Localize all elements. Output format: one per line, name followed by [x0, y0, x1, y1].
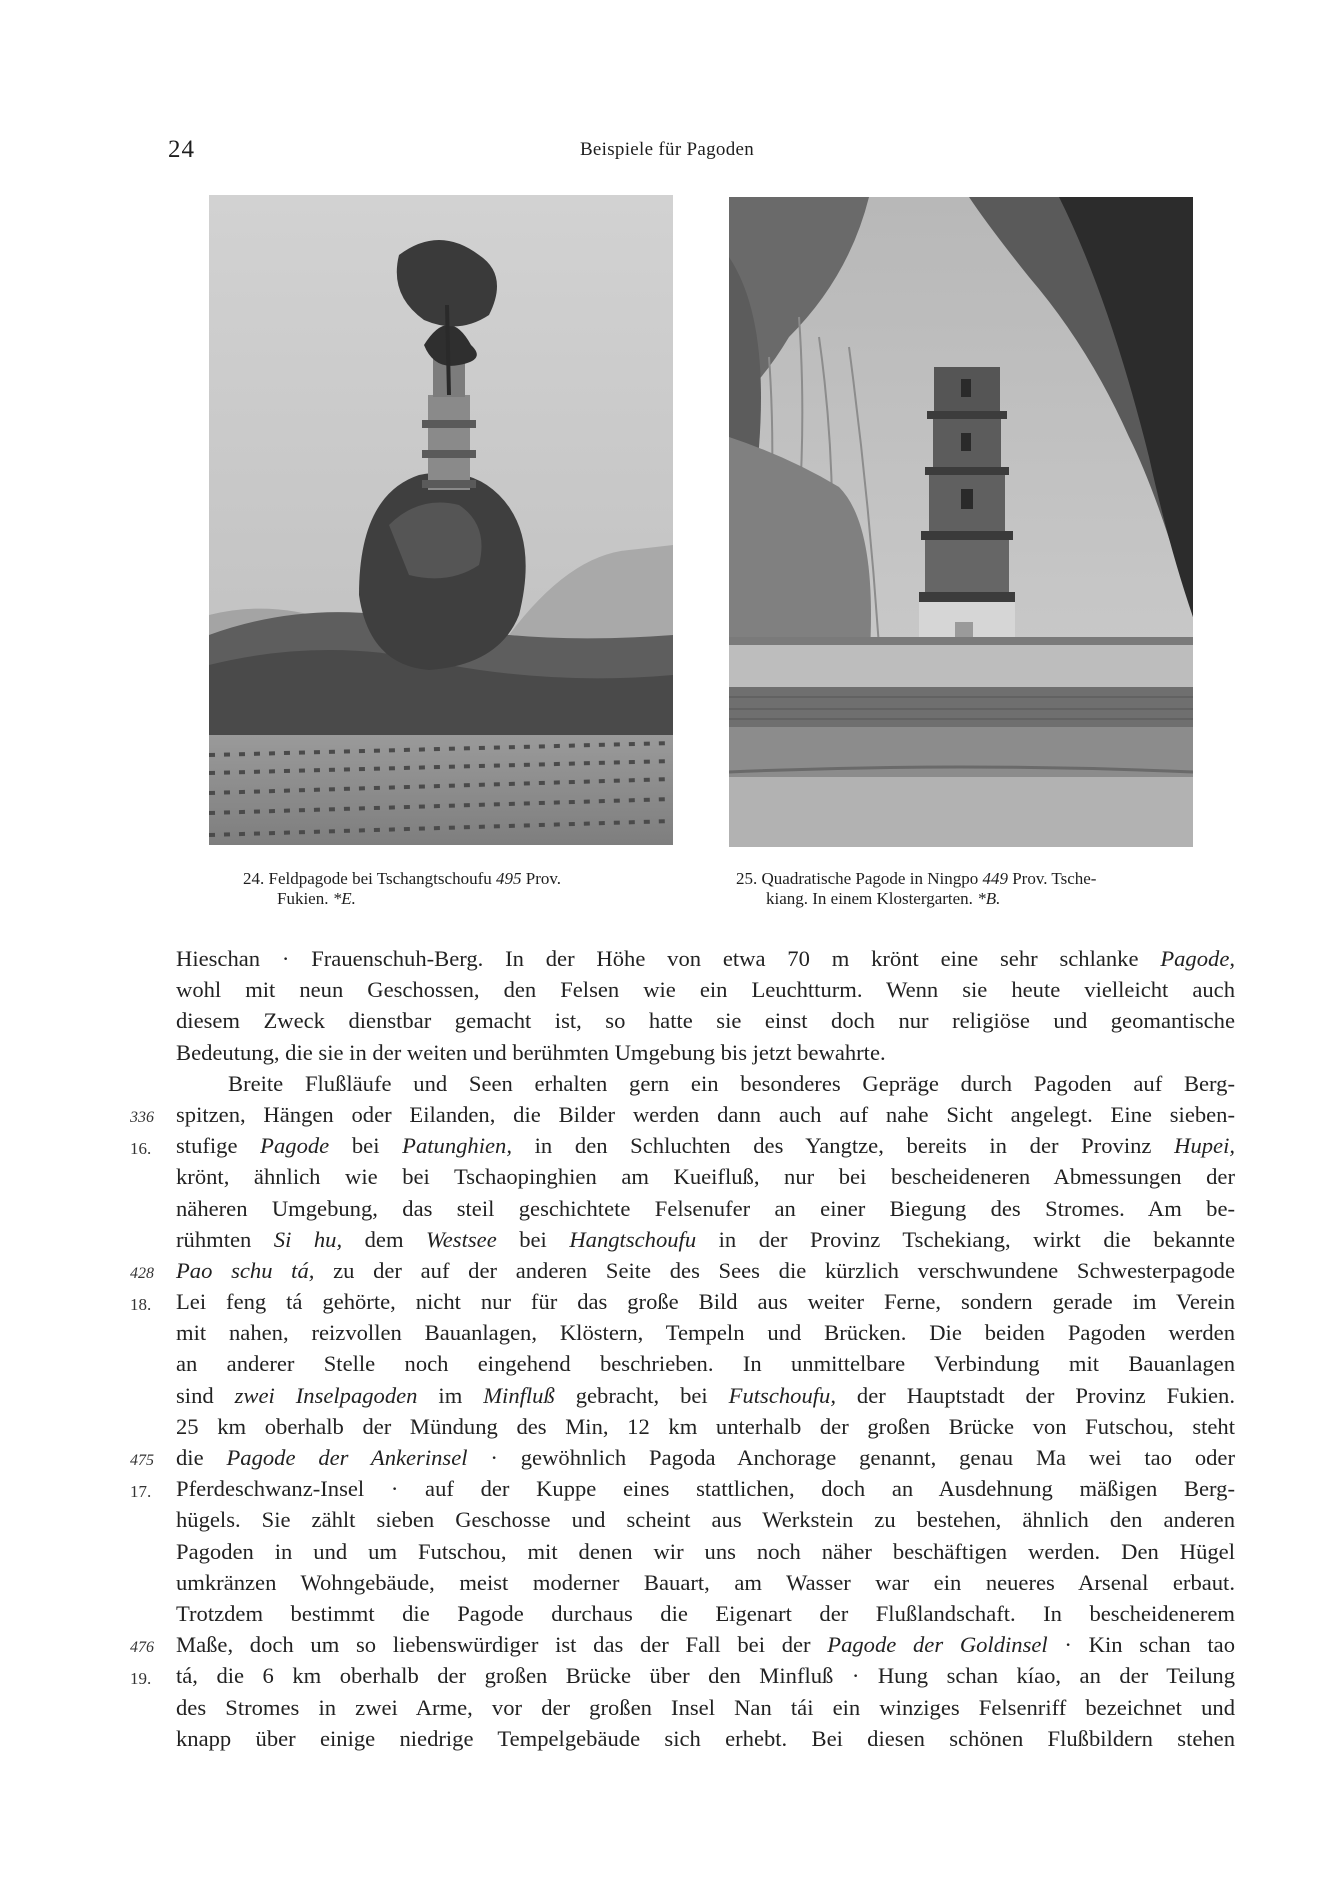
text-line: Pagoden in und um Futschou, mit denen wir uns noch näher beschäftigen werden. Den Hügel [176, 1538, 1235, 1564]
caption-text: Feldpagode bei Tschangtschoufu [268, 869, 496, 888]
text-line: Hieschan · Frauenschuh-Berg. In der Höhe von etwa 70 m krönt eine sehr schlanke Pagode, [176, 946, 1235, 971]
margin-reference: 336 [130, 1108, 154, 1126]
figure-24-caption [243, 869, 653, 909]
text-line: krönt, ähnlich wie bei Tschaopinghien am Kueifluß, nur bei bescheideneren Abmessungen der [176, 1164, 1235, 1190]
quadratische-pagode-photo [729, 197, 1193, 847]
text-line: 25 km oberhalb der Mündung des Min, 12 km unterhalb der großen Brücke von Futschou, steht [176, 1413, 1235, 1439]
figure-24-photo [209, 195, 673, 845]
text-line: 19. tá, die 6 km oberhalb der großen Brücke über den Minfluß · Hung schan kíao, an der Teilung [176, 1660, 1235, 1691]
caption-text: Quadratische Pagode in Ningpo [761, 869, 983, 888]
text-line: 16. stufige Pagode bei Patunghien, in den Schluchten des Yangtze, bereits in der Provinz Hupei, [176, 1130, 1235, 1161]
margin-reference: 476 [130, 1639, 154, 1657]
text-line: 18. Lei feng tá gehörte, nicht nur für das große Bild aus weiter Ferne, sondern gerade im Verein [176, 1286, 1235, 1317]
text-line: 476 Maße, doch um so liebenswürdiger ist das der Fall bei der Pagode der Goldinsel · Kin schan tao [176, 1629, 1235, 1660]
margin-reference: 428 [130, 1264, 154, 1282]
feldpagode-photo [209, 195, 673, 845]
figure-reference: 19. [130, 1669, 152, 1689]
text-line: des Stromes in zwei Arme, vor der großen Insel Nan tái ein winziges Felsenriff bezeichnet und [176, 1694, 1235, 1720]
text-line: wohl mit neun Geschossen, den Felsen wie ein Leuchtturm. Wenn sie heute vielleicht auch [176, 977, 1235, 1003]
text-line: umkränzen Wohngebäude, meist moderner Bauart, am Wasser war ein neueres Arsenal erbaut. [176, 1569, 1235, 1595]
figure-reference: 18. [130, 1295, 152, 1315]
text-line: näheren Umgebung, das steil geschichtete Felsenufer an einer Biegung des Stromes. Am be- [176, 1195, 1235, 1221]
text-line: 17. Pferdeschwanz-Insel · auf der Kuppe eines stattlichen, doch an Ausdehnung mäßigen Berg- [176, 1473, 1235, 1504]
text-line: Breite Flußläufe und Seen erhalten gern ein besonderes Gepräge durch Pagoden auf Berg- [228, 1070, 1235, 1096]
text-line: 475 die Pagode der Ankerinsel · gewöhnlich Pagoda Anchorage genannt, genau Ma wei tao oder [176, 1442, 1235, 1473]
margin-reference: 475 [130, 1452, 154, 1469]
caption-text: Prov. [521, 869, 561, 888]
text-line: knapp über einige niedrige Tempelgebäude sich erhebt. Bei diesen schönen Flußbildern stehen [176, 1725, 1235, 1751]
running-title: Beispiele für Pagoden [579, 139, 755, 160]
text-line: hügels. Sie zählt sieben Geschosse und scheint aus Werkstein zu bestehen, ähnlich den anderen [176, 1507, 1235, 1533]
caption-source: *E. [332, 889, 356, 908]
caption-ref: 495 [495, 869, 522, 888]
text-line: rühmten Si hu, dem Westsee bei Hangtschoufu in der Provinz Tschekiang, wirkt die bekannte [176, 1226, 1235, 1252]
text-line: mit nahen, reizvollen Bauanlagen, Klöstern, Tempeln und Brücken. Die beiden Pagoden werden [176, 1320, 1235, 1346]
text-line: Bedeutung, die sie in der weiten und berühmten Umgebung bis jetzt bewahrte. [176, 1039, 886, 1065]
text-line: Trotzdem bestimmt die Pagode durchaus die Eigenart der Flußlandschaft. In bescheidenerem [176, 1600, 1235, 1626]
text-line: diesem Zweck dienstbar gemacht ist, so hatte sie einst doch nur religiöse und geomantische [176, 1008, 1235, 1034]
page-number: 24 [168, 136, 195, 163]
text-line: 428 Pao schu tá, zu der auf der anderen Seite des Sees die kürzlich verschwundene Schwesterpagode [176, 1255, 1235, 1286]
caption-text: kiang. In einem Klostergarten. [766, 889, 978, 908]
figure-25-caption [736, 869, 1186, 909]
figure-number: 25. [736, 869, 758, 888]
text-line: 336 spitzen, Hängen oder Eilanden, die Bilder werden dann auch auf nahe Sicht angelegt. Eine sieben- [176, 1099, 1235, 1130]
body-text [130, 943, 1235, 1754]
figure-number: 24. [243, 869, 265, 888]
caption-text: Fukien. [277, 889, 333, 908]
caption-text: Prov. Tsche- [1007, 869, 1097, 888]
figure-reference: 16. [130, 1139, 152, 1159]
caption-source: *B. [977, 889, 1001, 908]
figure-25-photo [729, 197, 1193, 847]
text-line: an anderer Stelle noch eingehend beschrieben. In unmittelbare Verbindung mit Bauanlagen [176, 1351, 1235, 1377]
figure-reference: 17. [130, 1482, 152, 1502]
text-line: sind zwei Inselpagoden im Minfluß gebracht, bei Futschoufu, der Hauptstadt der Provinz Fukien. [176, 1382, 1235, 1408]
caption-ref: 449 [982, 869, 1008, 888]
